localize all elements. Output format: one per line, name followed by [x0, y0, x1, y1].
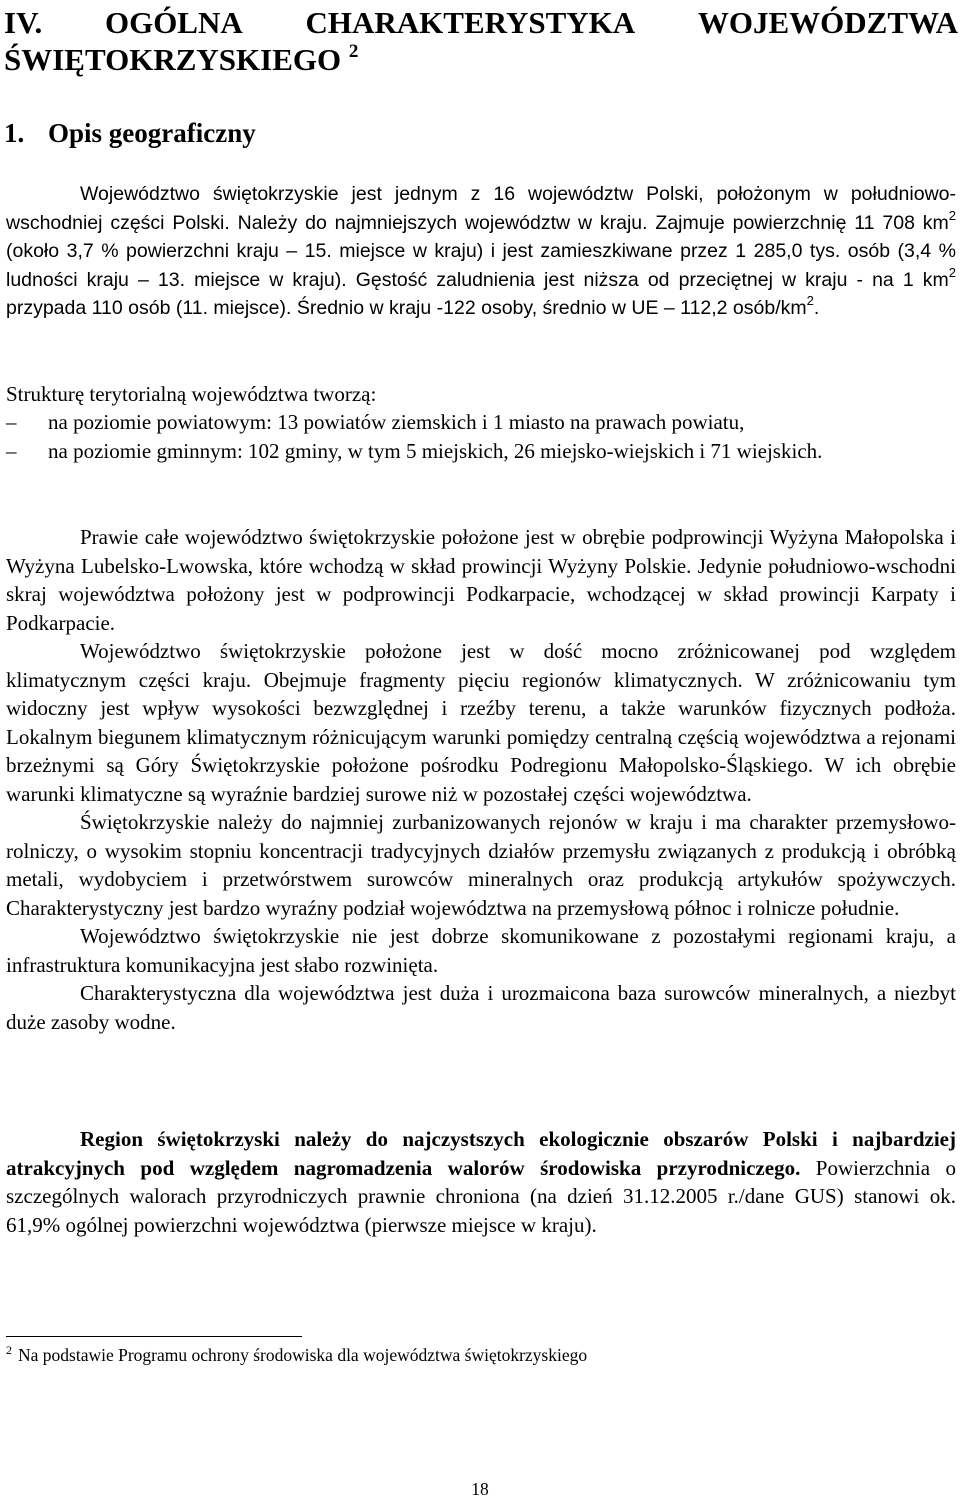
ecology-bold-statement: Region świętokrzyski należy do najczystszych ekologicznie obszarów Polski i najbardziej atrakcyjnych pod względem nagromadzenia walorów środowiska przyrodniczego.: [6, 1127, 956, 1180]
footnote-marker: 2: [6, 1343, 12, 1357]
chapter-heading-line2: [4, 41, 958, 78]
body-text: [6, 523, 956, 1036]
list-item-text: na poziomie gminnym: 102 gminy, w tym 5 miejskich, 26 miejsko-wiejskich i 71 wiejskich.: [48, 438, 823, 463]
chapter-heading: [4, 4, 958, 78]
intro-paragraph: [6, 180, 956, 323]
chapter-word-2: CHARAKTERYSTYKA: [305, 5, 636, 40]
chapter-word-4: ŚWIĘTOKRZYSKIEGO: [4, 42, 342, 77]
superscript-2: 2: [806, 293, 814, 308]
structure-list: [6, 408, 956, 465]
page-number: 18: [471, 1479, 489, 1499]
list-item: [6, 437, 956, 466]
footnote-separator: [6, 1336, 302, 1337]
footnote-text: Na podstawie Programu ochrony środowiska dla województwa świętokrzyskiego: [18, 1345, 588, 1365]
chapter-number: IV.: [4, 5, 43, 40]
section-title: Opis geograficzny: [48, 118, 256, 148]
intro-text-a: Województwo świętokrzyskie jest jednym z 16 województw Polski, położonym w południowo-wschodniej części Polski. Należy do najmniejszych województw w kraju. Zajmuje powierzchnię 11 708 km: [6, 183, 956, 234]
footnote: [6, 1344, 587, 1366]
superscript-2: 2: [948, 207, 956, 223]
section-number: 1.: [4, 118, 25, 148]
chapter-heading-line1: [4, 4, 958, 41]
chapter-word-1: OGÓLNA: [104, 5, 243, 40]
structure-lead: Strukturę terytorialną województwa tworzą:: [6, 382, 377, 406]
paragraph-climate: Województwo świętokrzyskie położone jest w dość mocno zróżnicowanej pod względem klimatycznym części kraju. Obejmuje fragmenty pięciu regionów klimatycznych. W zróżnicowaniu tym widoczny jest wpływ wysokości bezwzględnej i rzeźby terenu, a także warunków fizycznych podłoża. Lokalnym biegunem klimatycznym różnicującym warunki pomiędzy centralną częścią województwa a rejonami brzeżnymi są Góry Świętokrzyskie położone pośrodku Podregionu Małopolsko-Śląskiego. W ich obrębie warunki klimatyczne są wyraźnie bardziej surowe niż w pozostałej części województwa.: [6, 639, 956, 806]
section-heading: [4, 117, 256, 149]
ecology-text: Powierzchnia o szczególnych walorach przyrodniczych prawnie chroniona (na dzień 31.12.2005 r./dane GUS) stanowi ok. 61,9% ogólnej powierzchni województwa (pierwsze miejsce w kraju).: [6, 1155, 956, 1237]
paragraph-regions: Prawie całe województwo świętokrzyskie położone jest w obrębie podprowincji Wyżyna Małopolska i Wyżyna Lubelsko-Lwowska, które wchodzą w skład prowincji Wyżyny Polskie. Jedynie południowo-wschodni skraj województwa położony jest w podprowincji Podkarpacie, wchodzącej w skład prowincji Karpaty i Podkarpacie.: [6, 525, 956, 635]
list-item: [6, 408, 956, 437]
chapter-word-3: WOJEWÓDZTWA: [697, 5, 958, 40]
dash-bullet: –: [6, 410, 17, 434]
intro-text-c: przypada 110 osób (11. miejsce). Średnio w kraju -122 osoby, średnio w UE – 112,2 osób/km: [6, 297, 807, 319]
intro-text-b: (około 3,7 % powierzchni kraju – 15. miejsce w kraju) i jest zamieszkiwane przez 1 285,0 tys. osób (3,4 % ludności kraju – 13. miejsce w kraju). Gęstość zaludnienia jest niższa od przeciętnej w kraju - na 1 km: [6, 240, 956, 291]
paragraph-transport: Województwo świętokrzyskie nie jest dobrze skomunikowane z pozostałymi regionami kraju, a infrastruktura komunikacyjna jest słabo rozwinięta.: [6, 924, 956, 977]
footnote-reference: 2: [348, 41, 359, 62]
paragraph-economy: Świętokrzyskie należy do najmniej zurbanizowanych rejonów w kraju i ma charakter przemysłowo-rolniczy, o wysokim stopniu koncentracji tradycyjnych działów przemysłu związanych z produkcją i obróbką metali, wydobyciem i przetwórstwem surowców mineralnych oraz produkcją artykułów spożywczych. Charakterystyczny jest bardzo wyraźny podział województwa na przemysłową północ i rolnicze południe.: [6, 810, 956, 920]
dash-bullet: –: [6, 438, 17, 463]
intro-text-d: .: [813, 297, 820, 319]
ecology-paragraph: [6, 1125, 956, 1239]
list-item-text: na poziomie powiatowym: 13 powiatów ziemskich i 1 miasto na prawach powiatu,: [48, 410, 745, 434]
paragraph-resources: Charakterystyczna dla województwa jest duża i urozmaicona baza surowców mineralnych, a niezbyt duże zasoby wodne.: [6, 981, 956, 1034]
superscript-2: 2: [948, 264, 956, 280]
